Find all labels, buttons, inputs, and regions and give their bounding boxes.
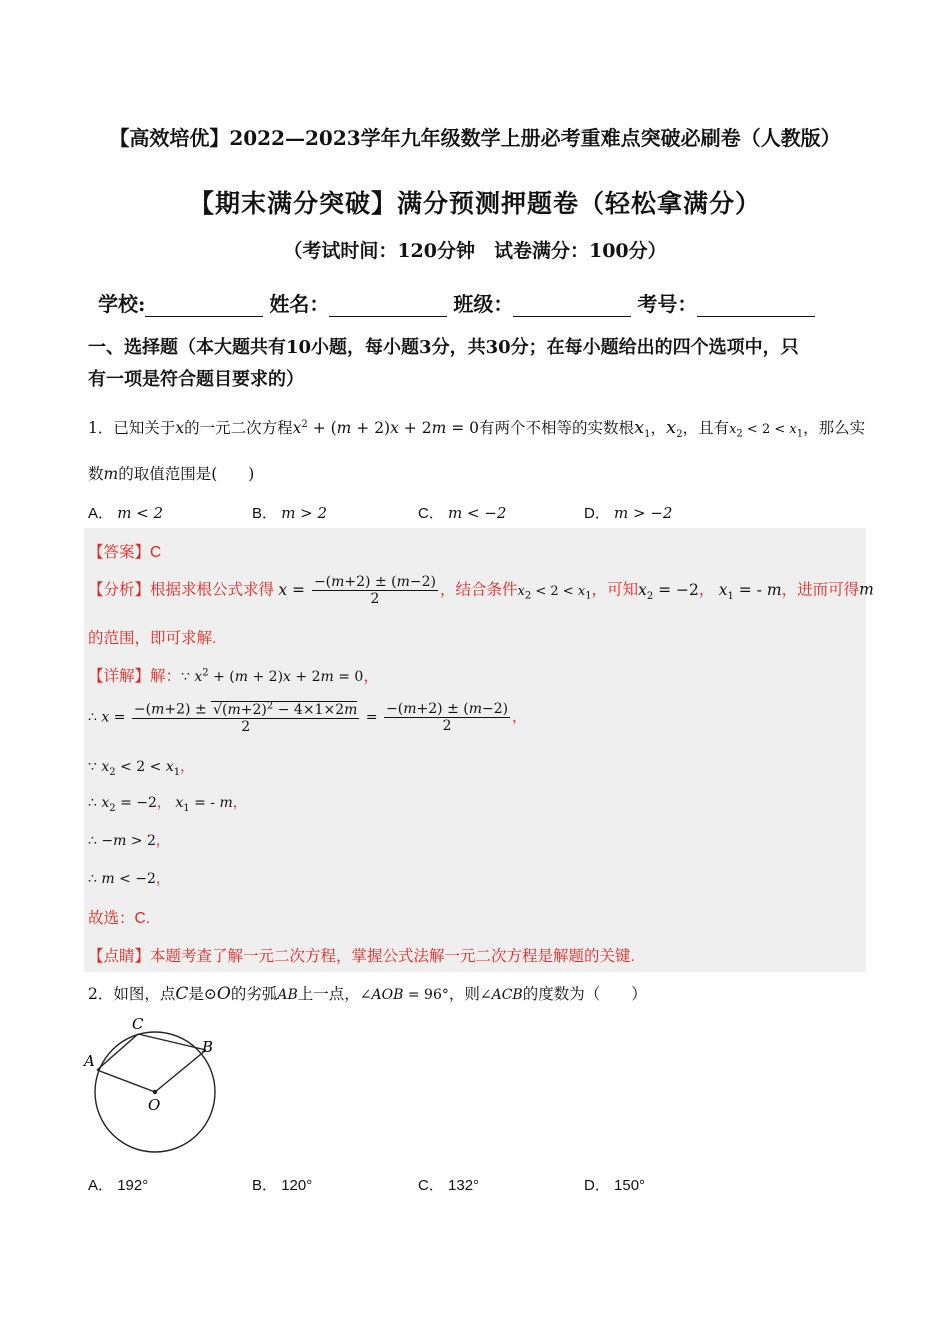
q1-conclusion: 故选：C. (88, 910, 151, 927)
label-a: A (84, 1052, 95, 1070)
field-name-label: 姓名： (269, 292, 330, 316)
q2-option-b[interactable]: B． 120° (252, 1177, 313, 1194)
q1-option-d[interactable]: D． m > −2 (584, 504, 673, 522)
field-class-blank[interactable] (513, 296, 631, 317)
radius-ob (155, 1050, 206, 1092)
label-b: B (202, 1038, 214, 1056)
q2-option-c[interactable]: C． 132° (418, 1177, 480, 1194)
q1-option-c[interactable]: C． m < −2 (418, 504, 507, 522)
main-title: 【期末满分突破】满分预测押题卷（轻松拿满分） (188, 189, 761, 218)
q1-step-formula: ∴ x = $\frac{-(m+2) \pm √(m+2)^2 - 4\times 1\times 2m}{2}$ = $\frac{-(m+2) \pm (m-2)}{2}$ ， (88, 700, 527, 735)
q1-line1: 1．已知关于x的一元二次方程$x^2 + (m + 2)x + 2m = 0$有两个不相等的实数根$x_1$，$x_2$，且有$x_2 < 2 < x_1$，那么实 (88, 417, 866, 441)
label-o: O (148, 1096, 161, 1114)
q1-step-ineq: ∴ −m > 2， (88, 832, 170, 849)
q1-step-result: ∴ m < −2， (88, 870, 170, 887)
q1-answer: 【答案】C (88, 544, 162, 561)
series-title: 【高效培优】2022—2023学年九年级数学上册必考重难点突破必刷卷（人教版） (109, 126, 841, 150)
q1-step-roots: ∴ $x_2 = -2$， $x_1$ = - m， (88, 794, 247, 814)
q1-analysis: 【分析】根据求根公式求得 x = $\frac{-(m+2) \pm (m-2)}{2}$ ，结合条件$x_2 < 2 < x_1$，可知$x_2 = -2$， $x_1$ = - m，进而可得m (88, 574, 874, 607)
q1-option-a[interactable]: A． m < 2 (88, 504, 164, 522)
q1-detail: 【详解】解：∵ $x^2 + (m + 2)x + 2m = 0$， (88, 667, 379, 685)
field-examno-blank[interactable] (697, 296, 815, 317)
field-class-label: 班级： (453, 292, 514, 316)
center-point (153, 1090, 157, 1094)
section-1-title: 一、选择题（本大题共有10小题，每小题3分，共30分；在每小题给出的四个选项中，只 有一项是符合题目要求的） (88, 337, 799, 390)
field-name-blank[interactable] (329, 296, 447, 317)
field-school-label: 学校: (98, 292, 146, 316)
field-examno-label: 考号： (637, 292, 698, 316)
exam-info: （考试时间：120分钟 试卷满分：100分） (283, 240, 667, 262)
student-info-fields (98, 288, 821, 317)
q1-analysis-line2: 的范围，即可求解. (88, 630, 217, 647)
q1-step-condition: ∵ $x_2 < 2 < x_1$， (88, 758, 195, 778)
q1-comment: 【点睛】本题考查了解一元二次方程，掌握公式法解一元二次方程是解题的关键. (88, 948, 635, 965)
q1-line2: 数m的取值范围是( ) (88, 465, 255, 483)
q2-option-a[interactable]: A． 192° (88, 1177, 149, 1194)
q2-stem: 2．如图，点C是⊙O的劣弧AB上一点，∠AOB = 96°，则∠ACB的度数为（ ） (88, 984, 647, 1004)
radius-oa (97, 1070, 155, 1092)
q2-option-d[interactable]: D． 150° (584, 1177, 646, 1194)
label-c: C (132, 1015, 144, 1033)
chord-cb (138, 1034, 206, 1050)
chord-ac (97, 1034, 138, 1070)
field-school-blank[interactable] (145, 296, 263, 317)
q1-option-b[interactable]: B． m > 2 (252, 504, 328, 522)
q2-circle-figure (80, 1010, 230, 1170)
